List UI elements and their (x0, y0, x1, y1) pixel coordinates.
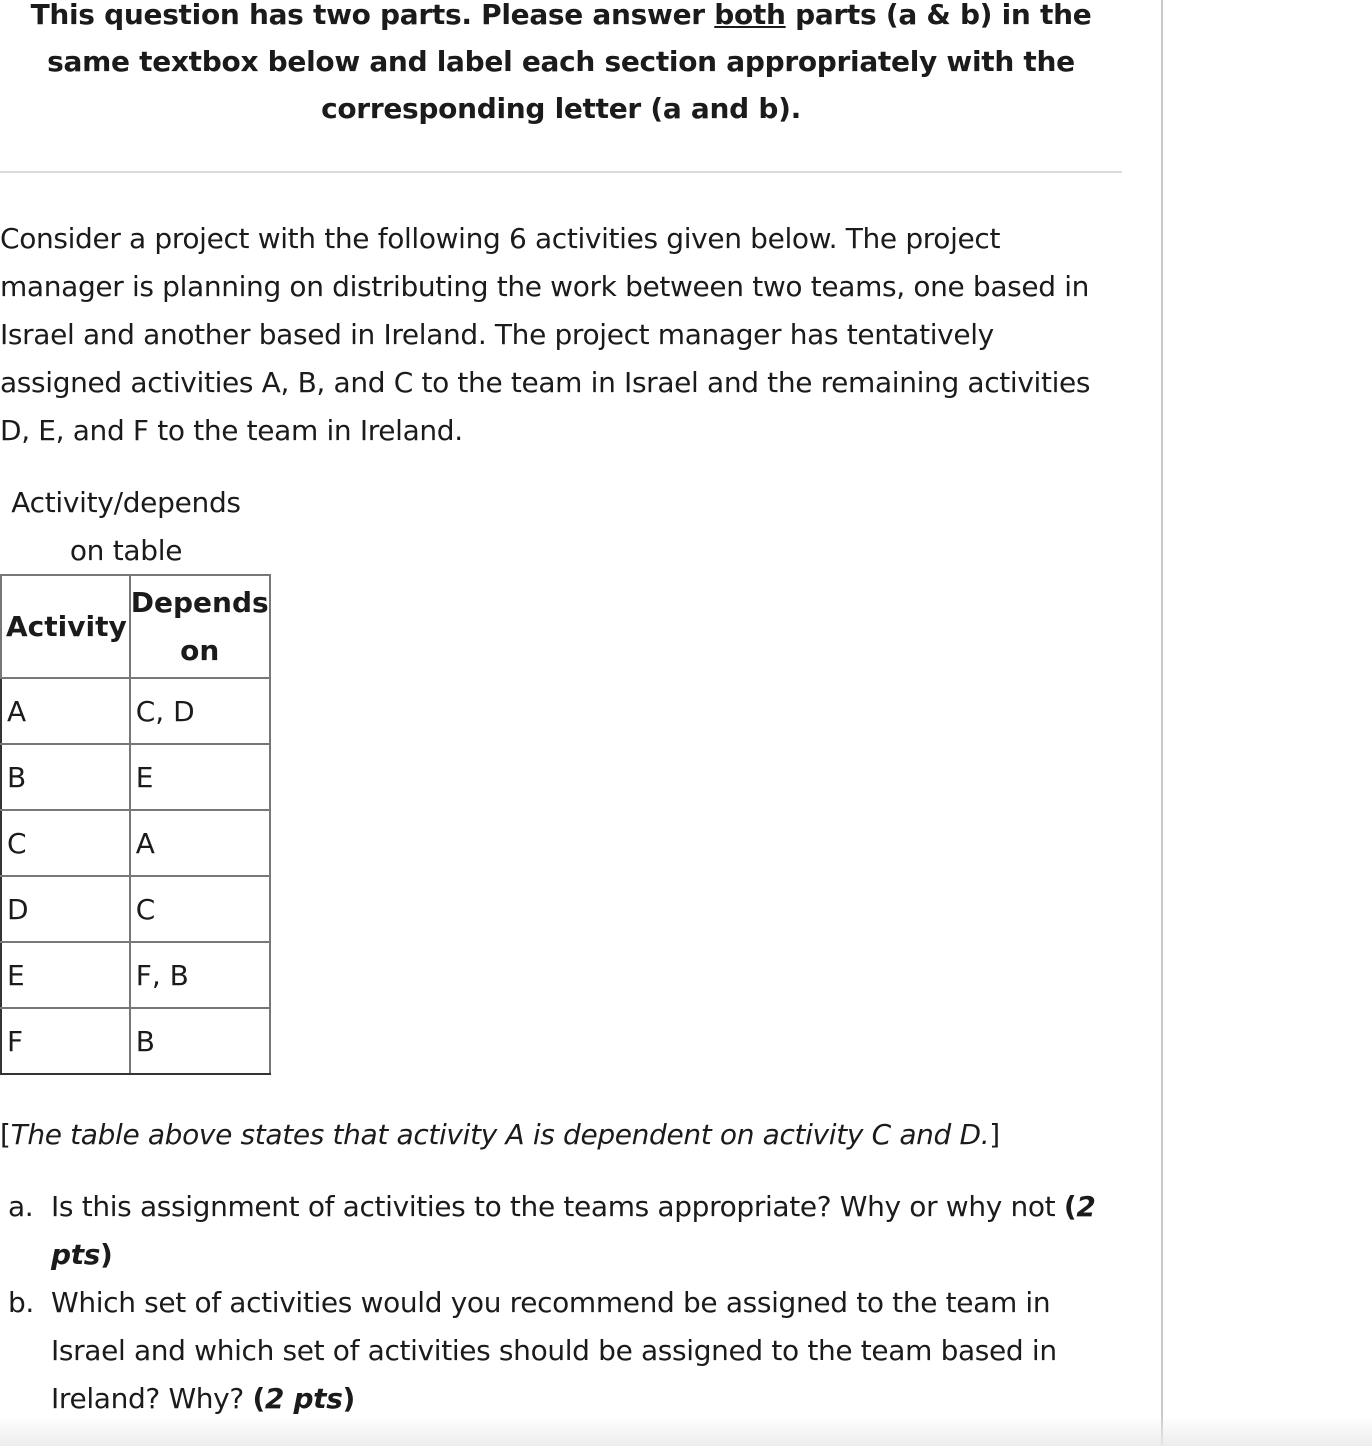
activity-cell: C (1, 810, 130, 876)
points-word: pts (284, 1382, 343, 1415)
activity-cell: B (1, 744, 130, 810)
table-row (1, 678, 270, 744)
points-label (252, 1382, 355, 1415)
header-depends-on: Depends on (130, 575, 270, 678)
table-note (0, 1111, 1000, 1159)
question-list (0, 1183, 1122, 1423)
table-row (1, 744, 270, 810)
points-close: ) (100, 1238, 113, 1271)
activity-cell: A (1, 678, 130, 744)
note-open-bracket: [ (0, 1118, 11, 1151)
table-row (1, 810, 270, 876)
table-row (1, 942, 270, 1008)
depends-cell: E (130, 744, 270, 810)
question-text: Is this assignment of activities to the teams appropriate? Why or why not (51, 1190, 1064, 1223)
depends-cell: F, B (130, 942, 270, 1008)
table-row (1, 1008, 270, 1074)
intro-paragraph: Consider a project with the following 6 activities given below. The project manager is planning on distributing the work between two teams, one based in Israel and another based in Ireland. The project manager has tentatively assigned activities A, B, and C to the team in Israel and the remaining activities D, E, and F to the team in Ireland. (0, 222, 1091, 447)
dependency-table (0, 574, 271, 1075)
question-b (0, 1279, 1122, 1423)
instructions-heading (0, 0, 1122, 132)
instructions-part2: parts (a & b) in the same textbox below and label each section appropriately with the corresponding letter (a and b). (47, 0, 1092, 125)
depends-cell: A (130, 810, 270, 876)
table-row (1, 876, 270, 942)
question-marker: a. (8, 1190, 34, 1223)
depends-cell: C, D (130, 678, 270, 744)
points-word: pts (51, 1238, 101, 1271)
header-activity: Activity (1, 575, 130, 678)
points-close: ) (342, 1382, 355, 1415)
depends-cell: B (130, 1008, 270, 1074)
points-number: 2 (264, 1382, 285, 1415)
note-text: The table above states that activity A is dependent on activity C and D. (10, 1118, 990, 1151)
note-close-bracket: ] (989, 1118, 1000, 1151)
depends-cell: C (130, 876, 270, 942)
bottom-scroll-fade (0, 1416, 1372, 1446)
table-caption: Activity/depends on table (11, 486, 241, 567)
scroll-divider (1161, 0, 1163, 1446)
section-divider (0, 171, 1122, 173)
question-marker: b. (8, 1286, 34, 1319)
question-text: Which set of activities would you recommend be assigned to the team in Israel and which set of activities should be assigned to the team based in Ireland? Why? (51, 1286, 1057, 1415)
question-a (0, 1183, 1122, 1279)
points-open: ( (1063, 1190, 1077, 1223)
points-open: ( (252, 1382, 265, 1415)
table-header-row (1, 575, 270, 678)
question-content (0, 0, 1122, 132)
instructions-part1: This question has two parts. Please answer (30, 0, 715, 31)
activity-cell: E (1, 942, 130, 1008)
points-number: 2 (1076, 1190, 1096, 1223)
activity-cell: D (1, 876, 130, 942)
activity-cell: F (1, 1008, 130, 1074)
instructions-underlined: both (714, 0, 786, 31)
